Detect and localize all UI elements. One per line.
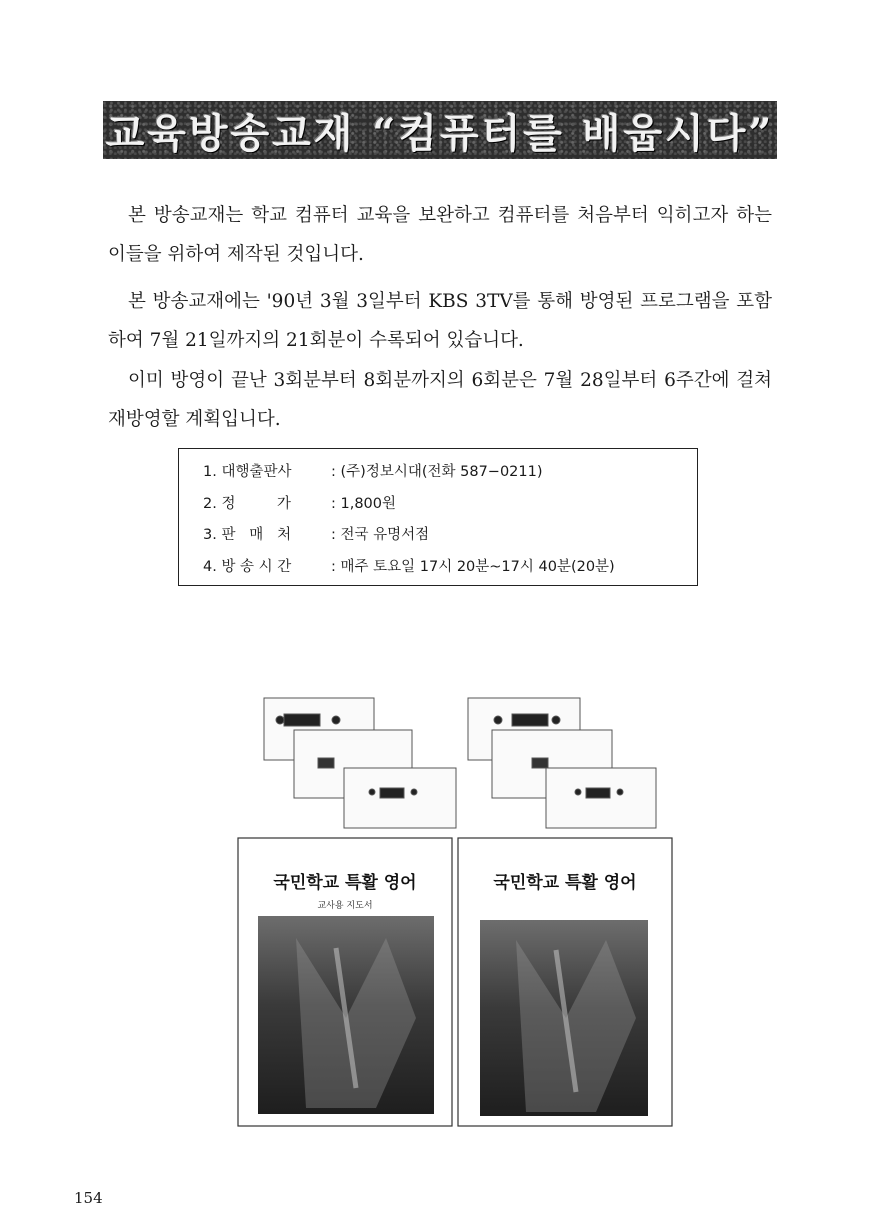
info-row-seller <box>203 518 697 550</box>
book-cover-right <box>458 838 672 1126</box>
book-cover-left <box>238 838 452 1126</box>
info-row-price <box>203 487 697 519</box>
info-row-airtime <box>203 550 697 582</box>
info-row-publisher <box>203 455 697 487</box>
paragraph-text: 본 방송교재는 학교 컴퓨터 교육을 보완하고 컴퓨터를 처음부터 익히고자 하는 이들을 위하여 제작된 것입니다. <box>108 205 772 265</box>
paragraph-text: 본 방송교재에는 '90년 3월 3일부터 KBS 3TV를 통해 방영된 프로그램을 포함하여 7월 21일까지의 21회분이 수록되어 있습니다. <box>108 291 772 351</box>
info-label: 2. 정 가 <box>203 495 291 512</box>
product-photo-illustration <box>236 688 674 1128</box>
cassette-tape-icon <box>468 698 656 828</box>
paragraph-text: 이미 방영이 끝난 3회분부터 8회분까지의 6회분은 7월 28일부터 6주간에 걸쳐 재방영할 계획입니다. <box>108 370 772 430</box>
book-title: 국민학교 특활 영어 <box>493 873 637 893</box>
info-label: 4. 방 송 시 간 <box>203 558 292 575</box>
info-label: 3. 판 매 처 <box>203 527 292 544</box>
paragraph-rerun <box>108 361 772 439</box>
book-title: 국민학교 특활 영어 <box>273 873 417 893</box>
banner-title: 교육방송교재 “컴퓨터를 배웁시다” <box>105 109 775 157</box>
cassette-tape-icon <box>264 698 456 828</box>
title-banner <box>103 101 777 159</box>
page-number: 154 <box>74 1189 103 1207</box>
paragraph-intro <box>108 196 772 274</box>
info-box <box>178 448 698 586</box>
info-value: : 매주 토요일 17시 20분~17시 40분(20분) <box>331 558 615 575</box>
product-photo <box>236 688 674 1128</box>
paragraph-broadcast <box>108 282 772 360</box>
info-value: : (주)정보시대(전화 587−0211) <box>331 464 543 481</box>
info-value: : 1,800원 <box>331 495 397 512</box>
book-subtitle: 교사용 지도서 <box>317 901 373 911</box>
info-value: : 전국 유명서점 <box>331 527 430 544</box>
info-label: 1. 대행출판사 <box>203 464 292 481</box>
